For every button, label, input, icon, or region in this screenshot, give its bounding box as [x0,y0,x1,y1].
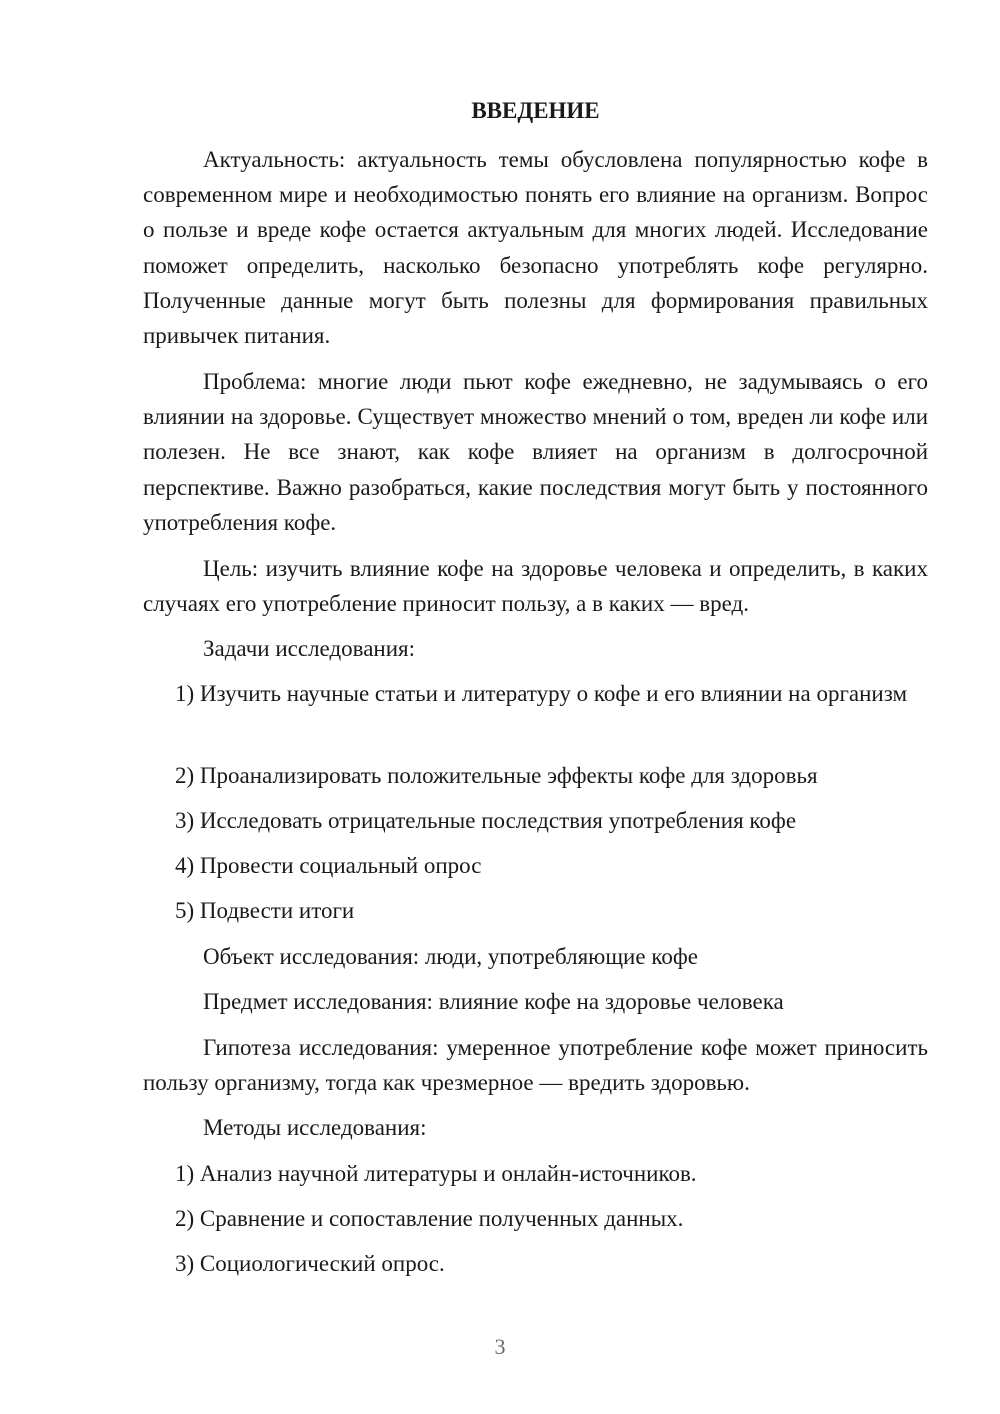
paragraph-hypothesis: Гипотеза исследования: умеренное употребление кофе может приносить пользу организму, тогда как чрезмерное — вредить здоровью. [143,1035,928,1096]
task-item: 2) Проанализировать положительные эффекты кофе для здоровья [175,763,818,788]
paragraph-object: Объект исследования: люди, употребляющие кофе [203,944,698,969]
paragraph-relevance: Актуальность: актуальность темы обусловлена популярностью кофе в современном мире и необходимостью понять его влияние на организм. Вопрос о пользе и вреде кофе остается актуальным для многих людей. Исследование поможет определить, насколько безопасно употреблять кофе регулярно. Полученные данные могут быть полезны для формирования правильных привычек питания. [143,147,928,349]
method-item: 3) Социологический опрос. [175,1251,445,1276]
methods-title: Методы исследования: [203,1115,427,1140]
page-number: 3 [494,1334,506,1359]
task-item: 3) Исследовать отрицательные последствия употребления кофе [175,808,797,833]
paragraph-problem: Проблема: многие люди пьют кофе ежедневно, не задумываясь о его влиянии на здоровье. Существует множество мнений о том, вреден ли кофе или полезен. Не все знают, как кофе влияет на организм в долгосрочной перспективе. Важно разобраться, какие последствия могут быть у постоянного употребления кофе. [143,369,928,535]
method-item: 2) Сравнение и сопоставление полученных данных. [175,1206,684,1231]
task-item: 1) Изучить научные статьи и литературу о кофе и его влиянии на организм [175,681,908,706]
tasks-title: Задачи исследования: [203,636,416,661]
task-item: 5) Подвести итоги [175,898,355,923]
task-item: 4) Провести социальный опрос [175,853,482,878]
paragraph-goal: Цель: изучить влияние кофе на здоровье человека и определить, в каких случаях его употребление приносит пользу, а в каких — вред. [143,556,928,617]
paragraph-subject: Предмет исследования: влияние кофе на здоровье человека [203,989,784,1014]
method-item: 1) Анализ научной литературы и онлайн-источников. [175,1161,697,1186]
section-heading: ВВЕДЕНИЕ [471,98,600,123]
